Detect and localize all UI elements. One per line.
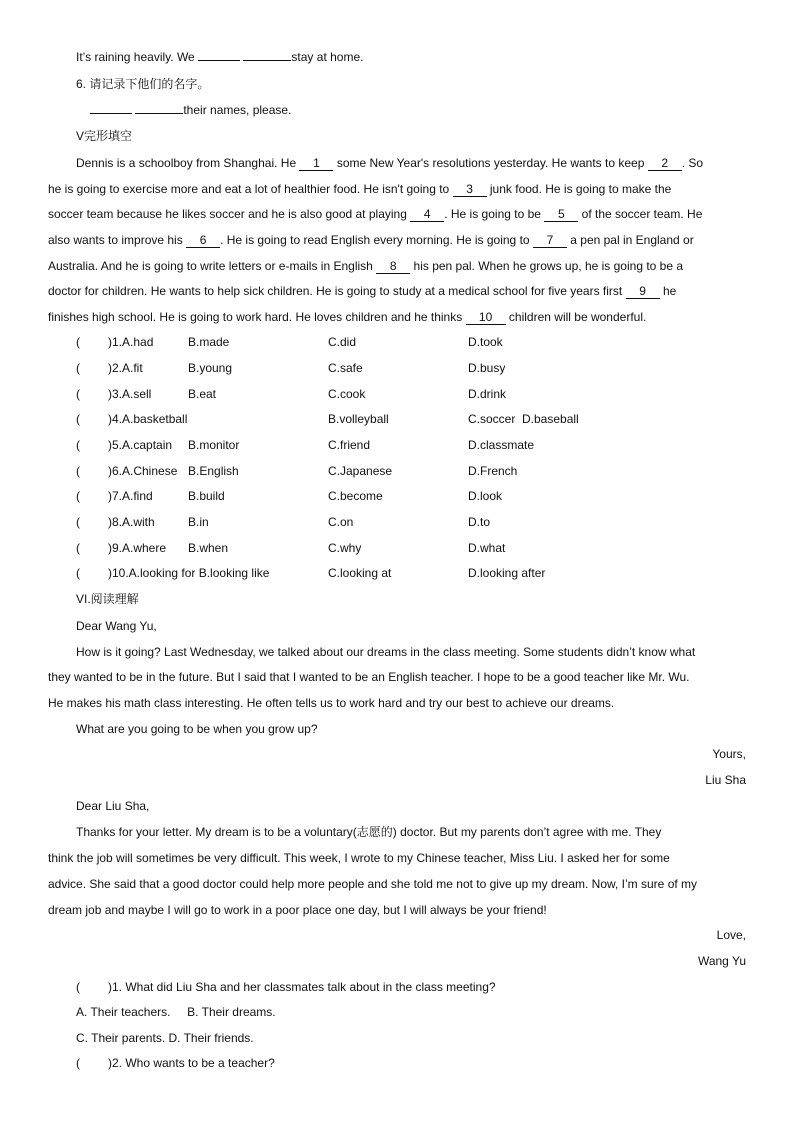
letter2-line: dream job and maybe I will go to work in a poor place one day, but I will always be your friend! bbox=[48, 903, 547, 917]
letter1-closing: Yours, bbox=[712, 747, 746, 761]
cloze-question-row: ( )4.A.basketball B.volleyball C.soccer D.baseball bbox=[76, 408, 746, 430]
cloze-passage-line: finishes high school. He is going to work hard. He loves children and he thinks 10 children will be wonderful. bbox=[48, 310, 647, 324]
answer-paren[interactable]: ( bbox=[76, 980, 80, 994]
cloze-blank-3[interactable]: 3 bbox=[453, 182, 487, 197]
letter1-line: they wanted to be in the future. But I said that I wanted to be an English teacher. I hope to be a good teacher like Mr. Wu. bbox=[48, 670, 690, 684]
cloze-question-row: ( )9.A.where B.when C.why D.what bbox=[76, 537, 746, 559]
cloze-question-row: ( )10.A.looking for B.looking like C.looking at D.looking after bbox=[76, 562, 746, 584]
cloze-blank-1[interactable]: 1 bbox=[299, 156, 333, 171]
letter1-signature: Liu Sha bbox=[705, 773, 746, 787]
cloze-passage-line: he is going to exercise more and eat a lot of healthier food. He isn't going to 3 junk food. He is going to make the bbox=[48, 182, 672, 196]
cloze-passage-line: also wants to improve his 6 . He is going to read English every morning. He is going to 7 a pen pal in England or bbox=[48, 233, 694, 247]
letter2-line: advice. She said that a good doctor could help more people and she told me not to give up my dream. Now, I’m sure of my bbox=[48, 877, 698, 891]
answer-paren[interactable]: ( bbox=[76, 335, 80, 349]
cloze-blank-2[interactable]: 2 bbox=[648, 156, 682, 171]
cloze-blank-7[interactable]: 7 bbox=[533, 233, 567, 248]
cloze-question-row: ( )3.A.sell B.eat C.cook D.drink bbox=[76, 383, 746, 405]
cloze-blank-4[interactable]: 4 bbox=[410, 207, 444, 222]
letter1-line: What are you going to be when you grow up? bbox=[76, 722, 318, 736]
reading-question-2: ( )2. Who wants to be a teacher? bbox=[76, 1052, 746, 1074]
cloze-question-row: ( )2.A.fit B.young C.safe D.busy bbox=[76, 357, 746, 379]
letter2-greeting: Dear Liu Sha, bbox=[76, 799, 150, 813]
cloze-blank-5[interactable]: 5 bbox=[544, 207, 578, 222]
answer-paren[interactable]: ( bbox=[76, 515, 80, 529]
answer-paren[interactable]: ( bbox=[76, 412, 80, 426]
answer-blank[interactable] bbox=[135, 113, 183, 114]
letter2-line: Thanks for your letter. My dream is to be a voluntary(志愿的) doctor. But my parents don’t agree with me. They bbox=[76, 825, 662, 839]
reading-heading: VI.阅读理解 bbox=[76, 592, 139, 606]
answer-paren[interactable]: ( bbox=[76, 541, 80, 555]
letter1-line: How is it going? Last Wednesday, we talked about our dreams in the class meeting. Some students didn’t know what bbox=[76, 645, 696, 659]
reading-q1-options: A. Their teachers. B. Their dreams. bbox=[76, 1005, 276, 1019]
answer-blank[interactable] bbox=[243, 60, 291, 61]
cloze-question-row: ( )5.A.captain B.monitor C.friend D.classmate bbox=[76, 434, 746, 456]
task6-answer: their names, please. bbox=[76, 99, 746, 121]
letter2-closing: Love, bbox=[716, 928, 746, 942]
answer-paren[interactable]: ( bbox=[76, 566, 80, 580]
cloze-blank-8[interactable]: 8 bbox=[376, 259, 410, 274]
cloze-passage-line: doctor for children. He wants to help sick children. He is going to study at a medical school for five years first 9 he bbox=[48, 284, 677, 298]
task6-prompt: 6. 请记录下他们的名字。 bbox=[76, 77, 210, 91]
cloze-question-row: ( )8.A.with B.in C.on D.to bbox=[76, 511, 746, 533]
cloze-question-row: ( )1.A.had B.made C.did D.took bbox=[76, 331, 746, 353]
cloze-blank-6[interactable]: 6 bbox=[186, 233, 220, 248]
task5-sentence: It’s raining heavily. We stay at home. bbox=[76, 50, 364, 64]
answer-paren[interactable]: ( bbox=[76, 387, 80, 401]
cloze-blank-10[interactable]: 10 bbox=[466, 310, 506, 325]
reading-question-1: ( )1. What did Liu Sha and her classmates talk about in the class meeting? bbox=[76, 976, 746, 998]
answer-blank[interactable] bbox=[198, 60, 240, 61]
answer-paren[interactable]: ( bbox=[76, 438, 80, 452]
cloze-question-row: ( )7.A.find B.build C.become D.look bbox=[76, 485, 746, 507]
letter2-line: think the job will sometimes be very difficult. This week, I wrote to my Chinese teacher, Miss Liu. I asked her for some bbox=[48, 851, 670, 865]
answer-blank[interactable] bbox=[90, 113, 132, 114]
cloze-passage-line: Dennis is a schoolboy from Shanghai. He 1 some New Year's resolutions yesterday. He wants to keep 2 . So bbox=[76, 156, 704, 170]
answer-paren[interactable]: ( bbox=[76, 361, 80, 375]
letter1-greeting: Dear Wang Yu, bbox=[76, 619, 157, 633]
cloze-blank-9[interactable]: 9 bbox=[626, 284, 660, 299]
cloze-heading: V完形填空 bbox=[76, 129, 133, 143]
letter2-signature: Wang Yu bbox=[697, 954, 746, 968]
letter1-line: He makes his math class interesting. He often tells us to work hard and try our best to achieve our dreams. bbox=[48, 696, 615, 710]
cloze-passage-line: soccer team because he likes soccer and he is also good at playing 4 . He is going to be 5 of the soccer team. He bbox=[48, 207, 703, 221]
answer-paren[interactable]: ( bbox=[76, 489, 80, 503]
answer-paren[interactable]: ( bbox=[76, 1056, 80, 1070]
cloze-passage-line: Australia. And he is going to write letters or e-mails in English 8 his pen pal. When he grows up, he is going to be a bbox=[48, 259, 684, 273]
answer-paren[interactable]: ( bbox=[76, 464, 80, 478]
reading-q1-options: C. Their parents. D. Their friends. bbox=[76, 1031, 254, 1045]
cloze-question-row: ( )6.A.Chinese B.English C.Japanese D.French bbox=[76, 460, 746, 482]
